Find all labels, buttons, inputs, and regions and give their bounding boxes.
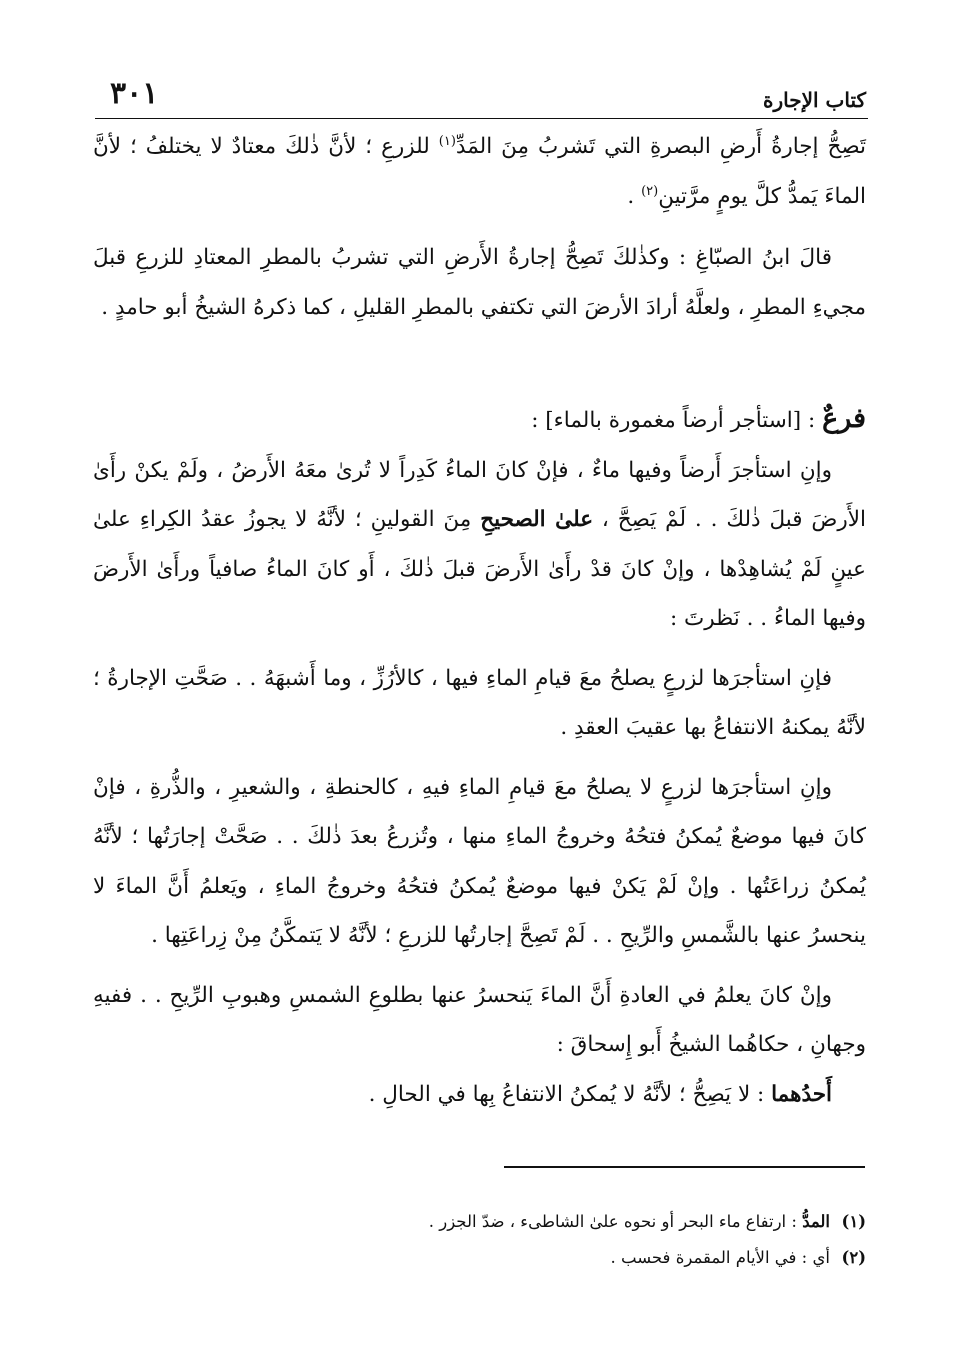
running-title: كتاب الإجارة xyxy=(763,88,866,112)
first-view-label: أَحدُهما xyxy=(771,1081,832,1107)
footnote-rule xyxy=(504,1166,865,1168)
footnote-2 xyxy=(93,1240,866,1276)
footnote-ref-2[interactable]: (٢) xyxy=(641,183,659,199)
paragraph-5: وإنِ استأجرَها لزرعٍ لا يصلحُ معَ قيامِ الماءِ فيهِ ، كالحنطةِ ، والشعيرِ ، والذُّرةِ ، فإنْ كانَ فيها موضعٌ يُمكنُ فتحُهُ وخروجُ الماءِ منها ، وتُزرعُ بعدَ ذٰلكَ . . صَحَّتْ إجارَتُها ؛ لأنَّهُ يُمكنُ زراعَتُها . وإنْ لَمْ يَكنْ فيها موضعٌ يُمكنُ فتحُهُ وخروجُ الماءِ ، ويَعلمُ أَنَّ الماءَ لا ينحسرُ عنها بالشَّمسِ والرِّيحِ . . لَمْ تَصِحَّ إجارتُها للزرعِ ؛ لأنَّهُ لا يَتمكَّنُ مِنْ زِراعَتِها . xyxy=(93,774,866,948)
footnote-ref-1[interactable]: (١) xyxy=(438,133,456,149)
footnote-number: (١) xyxy=(841,1212,866,1231)
bold-phrase: علىٰ الصحيحِ xyxy=(480,507,594,532)
footnote-text: : ارتفاع ماء البحر أو نحوه علىٰ الشاطىء ، ضدّ الجزر . xyxy=(428,1212,803,1231)
branch-title: : [استأجر أرضاً مغمورة بالماء] : xyxy=(531,408,823,433)
text-run: . xyxy=(627,183,642,209)
paragraph-2: قالَ ابنُ الصبّاغِ : وكذٰلكَ تَصِحُّ إجارةُ الأَرضِ التي تشربُ بالمطرِ المعتادِ للزرعِ قبلَ مجيءِ المطرِ ، ولعلَّهُ أرادَ الأرضَ التي تكتفي بالمطرِ القليلِ ، كما ذكرهُ الشيخُ أبو حامدٍ . xyxy=(93,245,866,320)
text-run: وإنِ استأجرَ أَرضاً وفيها ماءٌ ، فإنْ كانَ الماءُ كَدِراً لا تُرىٰ معَهُ الأَرضُ ، ولَمْ يكنْ رأَىٰ الأَرضَ قبلَ ذٰلكَ . . لَمْ يَصِحَّ ، xyxy=(93,457,866,532)
paragraph-6: وإنْ كانَ يعلمُ في العادةِ أَنَّ الماءَ يَنحسرُ عنها بطلوعِ الشمسِ وهبوبِ الرِّيحِ . . ففيهِ وجهانِ ، حكاهُما الشيخُ أَبو إِسحاقَ : xyxy=(93,982,866,1057)
footnotes xyxy=(93,1204,866,1276)
branch-heading xyxy=(93,394,866,446)
footnote-1 xyxy=(93,1204,866,1240)
paragraph-4: فإنِ استأجرَها لزرعٍ يصلحُ معَ قيامِ الماءِ فيها ، كالأرُزِّ ، وما أَشبهَهُ . . صَحَّتِ الإجارةُ ؛ لأنَّهُ يمكنهُ الانتفاعُ بها عقيبَ العقدِ . xyxy=(93,665,866,740)
text-run: : لا يَصِحُّ ؛ لأنَّهُ لا يُمكنُ الانتفاعُ بِها في الحالِ . xyxy=(368,1081,772,1107)
text-run: للزرعِ ؛ لأنَّ ذٰلكَ معتادٌ لا يختلفُ ؛ لأنَّ الماءَ يَمدُّ كلَّ يومٍ مرَّتينِ xyxy=(93,134,866,209)
paragraph-1 xyxy=(93,122,866,221)
main-text xyxy=(93,122,866,1119)
header-rule xyxy=(95,118,868,119)
text-run: تَصِحُّ إجارةُ أَرضِ البصرةِ التي تَشربُ مِنَ المَدِّ xyxy=(455,134,866,159)
branch-label: فرعٌ xyxy=(822,403,866,434)
page-number: ٣٠١ xyxy=(110,76,159,111)
footnote-text: أي : في الأيام المقمرة فحسب . xyxy=(610,1248,830,1267)
footnote-term: المدُّ xyxy=(802,1212,830,1231)
footnote-number: (٢) xyxy=(841,1248,866,1267)
paragraph-3 xyxy=(93,446,866,644)
paragraph-7 xyxy=(93,1070,866,1120)
text-run: مِنَ القولينِ ؛ لأنَّهُ لا يجوزُ عقدُ الكِراءِ علىٰ عينٍ لَمْ يُشاهِدْها ، وإنْ كانَ قدْ رأَىٰ الأَرضَ قبلَ ذٰلكَ ، أَو كانَ الماءُ صافياً ورأَىٰ الأَرضَ وفيها الماءُ . . نَظرتَ : xyxy=(93,507,866,631)
